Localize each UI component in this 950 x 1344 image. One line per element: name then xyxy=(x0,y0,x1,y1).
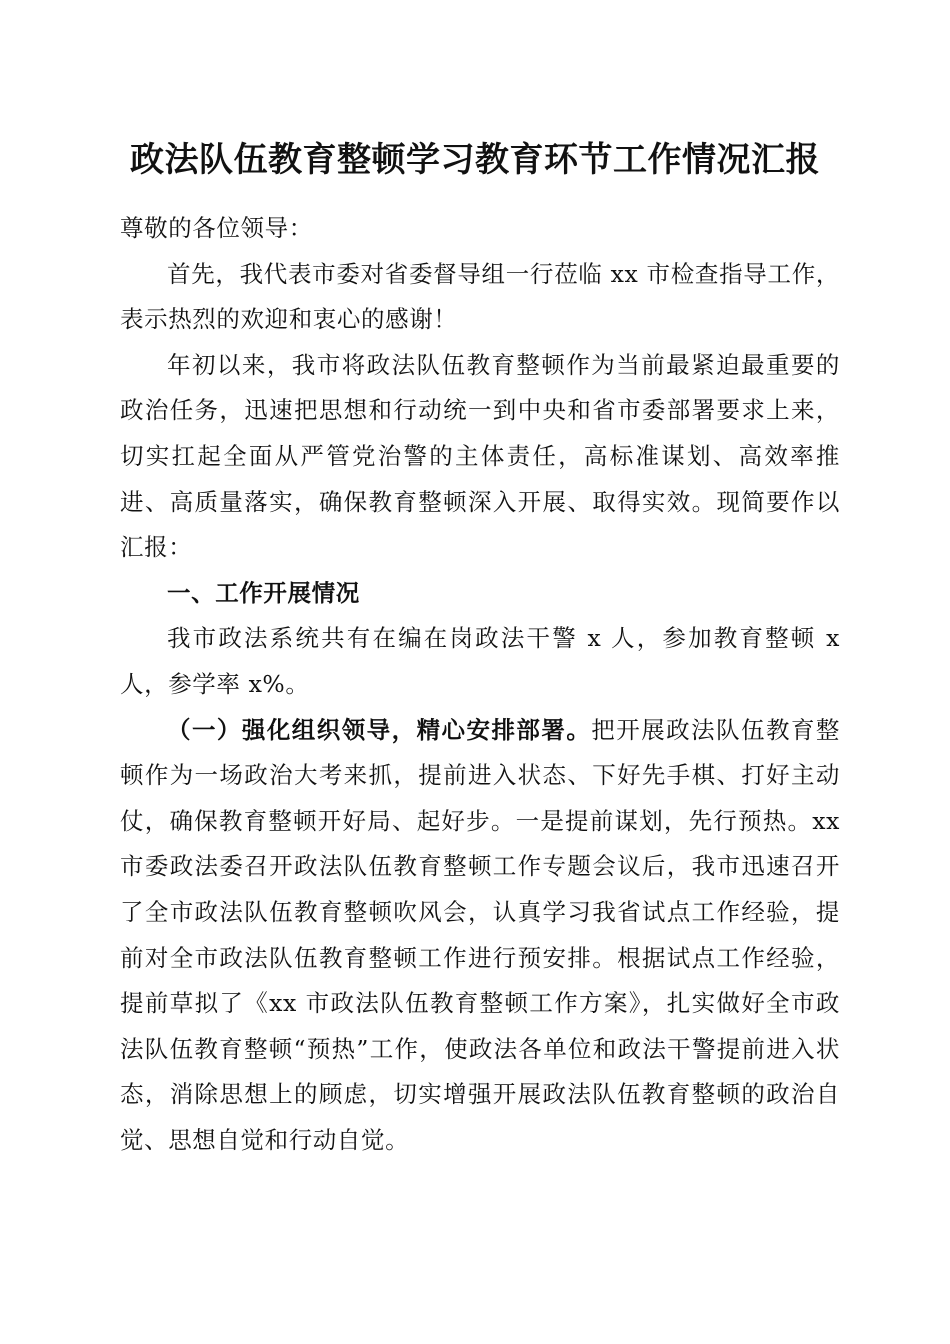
paragraph-organization xyxy=(120,708,840,1164)
section-heading-work-progress: 一、工作开展情况 xyxy=(167,578,360,607)
document-body xyxy=(120,206,840,1163)
paragraph-opening: 首先，我代表市委对省委督导组一行莅临 xx 市检查指导工作，表示热烈的欢迎和衷心的感谢！ xyxy=(120,259,840,334)
document-title: 政法队伍教育整顿学习教育环节工作情况汇报 xyxy=(130,140,820,180)
paragraph-organization-lead: （一）强化组织领导，精心安排部署。 xyxy=(167,715,592,744)
paragraph-staff-stats: 我市政法系统共有在编在岗政法干警 x 人，参加教育整顿 x 人，参学率 x%。 xyxy=(120,624,840,698)
paragraph-organization-body: 把开展政法队伍教育整顿作为一场政治大考来抓，提前进入状态、下好先手棋、打好主动仗，确保教育整顿开好局、起好步。一是提前谋划，先行预热。xx 市委政法委召开政法队伍教育整顿工作专题会议后，我市迅速召开了全市政法队伍教育整顿吹风会，认真学习我省试点工作经验，提前对全市政法队伍教育整顿工作进行预安排。根据试点工作经验，提前草拟了《xx 市政法队伍教育整顿工作方案》，扎实做好全市政法队伍教育整顿“预热”工作，使政法各单位和政法干警提前进入状态，消除思想上的顾虑，切实增强开展政法队伍教育整顿的政治自觉、思想自觉和行动自觉。 xyxy=(120,715,840,1154)
paragraph-overview: 年初以来，我市将政法队伍教育整顿作为当前最紧迫最重要的政治任务，迅速把思想和行动统一到中央和省市委部署要求上来，切实扛起全面从严管党治警的主体责任，高标准谋划、高效率推进、高质量落实，确保教育整顿深入开展、取得实效。现简要作以汇报： xyxy=(120,350,840,562)
salutation: 尊敬的各位领导： xyxy=(120,214,313,242)
